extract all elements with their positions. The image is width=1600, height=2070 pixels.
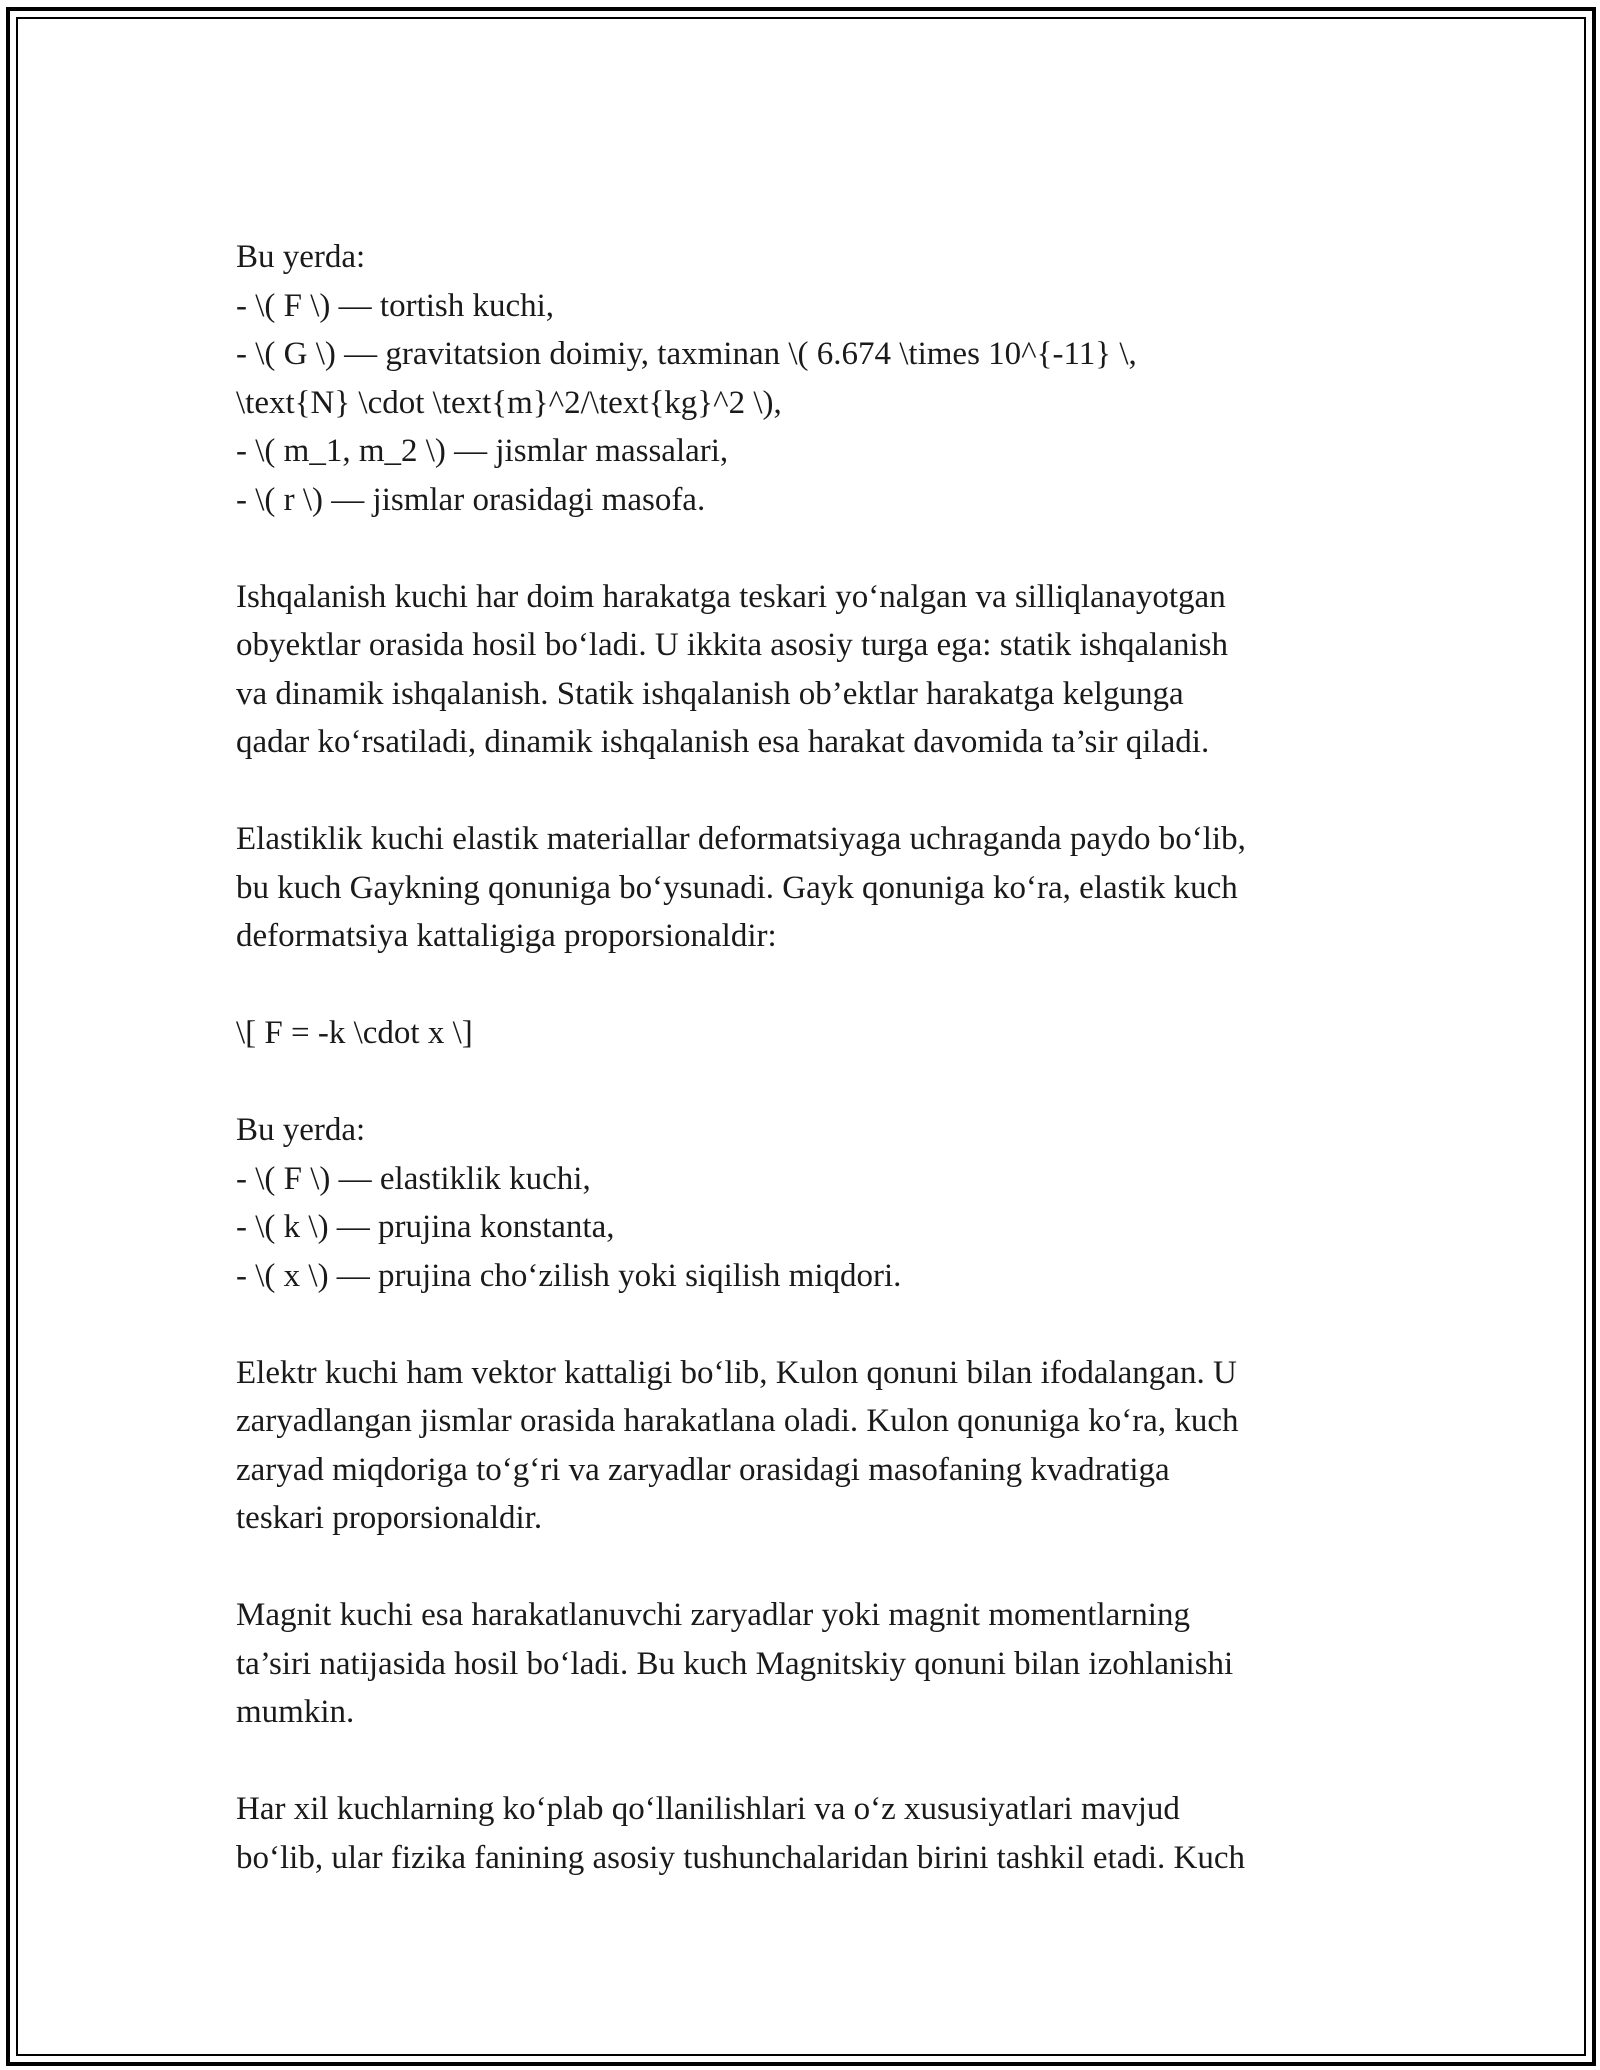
text-line: - \( x \) — prujina cho‘zilish yoki siqilish miqdori. [236, 1257, 902, 1294]
text-line: - \( m_1, m_2 \) — jismlar massalari, [236, 433, 729, 469]
text-line: teskari proporsionaldir. [236, 1500, 543, 1536]
text-line: Magnit kuchi esa harakatlanuvchi zaryadlar yoki magnit momentlarning [236, 1597, 1190, 1633]
paragraph-elasticity [236, 815, 1376, 961]
paragraph-electric [236, 1349, 1376, 1543]
text-line: - \( k \) — prujina konstanta, [236, 1209, 615, 1245]
text-line: bo‘lib, ular fizika fanining asosiy tushunchalaridan birini tashkil etadi. Kuch [236, 1839, 1245, 1876]
text-line: deformatsiya kattaligiga proporsionaldir: [236, 918, 777, 954]
text-line: zaryad miqdoriga to‘g‘ri va zaryadlar orasidagi masofaning kvadratiga [236, 1451, 1170, 1488]
text-line: - \( F \) — elastiklik kuchi, [236, 1160, 591, 1197]
text-line: Har xil kuchlarning ko‘plab qo‘llanilishlari va o‘z xususiyatlari mavjud [236, 1791, 1180, 1827]
text-line: \text{N} \cdot \text{m}^2/\text{kg}^2 \), [236, 384, 782, 421]
text-line: Elastiklik kuchi elastik materiallar deformatsiyaga uchraganda paydo bo‘lib, [236, 821, 1246, 857]
formula-line: \[ F = -k \cdot x \] [236, 1015, 473, 1051]
text-line: qadar ko‘rsatiladi, dinamik ishqalanish esa harakat davomida ta’sir qiladi. [236, 724, 1210, 760]
text-line: ta’siri natijasida hosil bo‘ladi. Bu kuch Magnitskiy qonuni bilan izohlanishi [236, 1645, 1234, 1682]
paragraph-elastic-legend [236, 1106, 1376, 1300]
text-line: - \( G \) — gravitatsion doimiy, taxminan \( 6.674 \times 10^{-11} \, [236, 336, 1137, 372]
text-line: - \( r \) — jismlar orasidagi masofa. [236, 481, 706, 518]
paragraph-friction [236, 573, 1376, 767]
text-line: Elektr kuchi ham vektor kattaligi bo‘lib, Kulon qonuni bilan ifodalangan. U [236, 1354, 1237, 1391]
text-line: zaryadlangan jismlar orasida harakatlana oladi. Kulon qonuniga ko‘ra, kuch [236, 1403, 1239, 1439]
text-line: va dinamik ishqalanish. Statik ishqalanish ob’ektlar harakatga kelgunga [236, 675, 1184, 712]
document-body [236, 233, 1376, 1931]
paragraph-hooke-formula [236, 1009, 1376, 1058]
paragraph-gravity-legend [236, 233, 1376, 524]
text-line: bu kuch Gaykning qonuniga bo‘ysunadi. Gayk qonuniga ko‘ra, elastik kuch [236, 869, 1238, 906]
paragraph-magnetic [236, 1591, 1376, 1737]
text-line: Bu yerda: [236, 1112, 366, 1148]
text-line: Ishqalanish kuchi har doim harakatga teskari yo‘nalgan va silliqlanayotgan [236, 578, 1226, 615]
paragraph-conclusion [236, 1785, 1376, 1882]
text-line: Bu yerda: [236, 239, 366, 275]
text-line: - \( F \) — tortish kuchi, [236, 287, 555, 324]
text-line: obyektlar orasida hosil bo‘ladi. U ikkita asosiy turga ega: statik ishqalanish [236, 627, 1228, 663]
text-line: mumkin. [236, 1694, 355, 1730]
